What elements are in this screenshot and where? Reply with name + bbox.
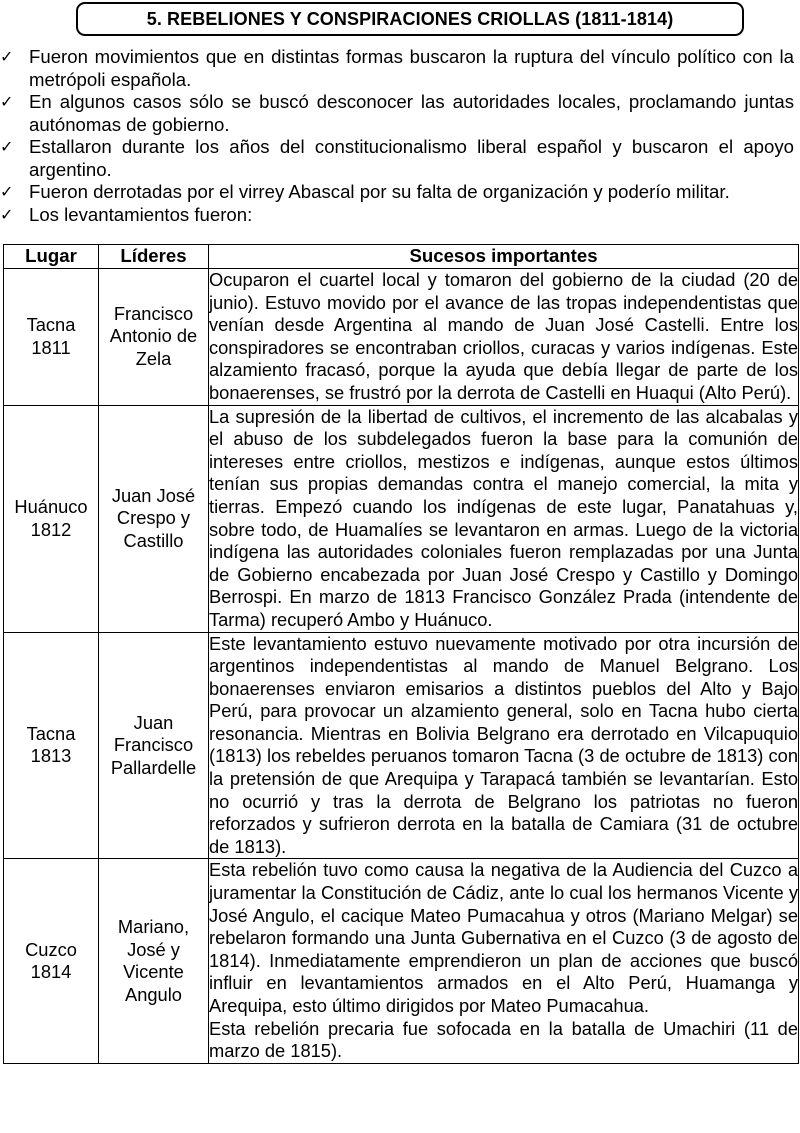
header-sucesos: Sucesos importantes (209, 245, 799, 269)
events-paragraph: Ocuparon el cuartel local y tomaron del gobierno de la ciudad (20 de junio). Estuvo movido por el avance de las tropas independentistas que venían desde Argentina al mando de Juan José Castelli. Entre los conspiradores se encontraban criollos, curacas y varios indígenas. Este alzamiento fracasó, porque la ayuda que debía llegar de parte de los bonaerenses, se frustró por la derrota de Castelli en Huaqui (Alto Perú). (209, 269, 798, 403)
events-cell (209, 405, 799, 632)
leaders-cell: Juan José Crespo y Castillo (99, 405, 209, 632)
place-cell: Tacna 1813 (4, 632, 99, 859)
table-row (4, 405, 799, 632)
leaders-cell: Francisco Antonio de Zela (99, 269, 209, 406)
table-row (4, 632, 799, 859)
uprisings-table (3, 244, 799, 1064)
bullet-text: Los levantamientos fueron: (29, 203, 253, 225)
table-header-row (4, 245, 799, 269)
bullet-text: En algunos casos sólo se buscó desconocer las autoridades locales, proclamando juntas autónomas de gobierno. (29, 91, 794, 135)
checkmark-icon: ✓ (0, 182, 14, 201)
bullet-text: Fueron derrotadas por el virrey Abascal por su falta de organización y poderío militar. (29, 181, 730, 202)
bullet-text: Fueron movimientos que en distintas formas buscaron la ruptura del vínculo político con la metrópoli española. (29, 46, 794, 90)
events-paragraph: Esta rebelión tuvo como causa la negativa de la Audiencia del Cuzco a juramentar la Constitución de Cádiz, ante lo cual los hermanos Vicente y José Angulo, el cacique Mateo Pumacahua y otros (Mariano Melgar) se rebelaron formando una Junta Gubernativa en el Cuzco (3 de agosto de 1814). Inmediatamente emprendieron un plan de acciones que buscó influir en levantamientos armados en el Alto Perú, Huamanga y Arequipa, esto último dirigidos por Mateo Pumacahua. (209, 859, 798, 1016)
header-lideres: Líderes (99, 245, 209, 269)
bullet-item (0, 46, 800, 91)
place-cell: Cuzco 1814 (4, 859, 99, 1063)
events-cell (209, 859, 799, 1063)
checkmark-icon: ✓ (0, 204, 14, 224)
checkmark-icon: ✓ (0, 92, 14, 111)
leaders-cell: Juan Francisco Pallardelle (99, 632, 209, 859)
table-row (4, 269, 799, 406)
bullet-text: Estallaron durante los años del constitucionalismo liberal español y buscaron el apoyo argentino. (29, 136, 794, 180)
place-cell: Huánuco 1812 (4, 405, 99, 632)
events-cell (209, 632, 799, 859)
bullet-list (0, 46, 800, 226)
events-paragraph: La supresión de la libertad de cultivos, el incremento de las alcabalas y el abuso de los subdelegados fueron la base para la comunión de intereses entre criollos, mestizos e indígenas, aunque estos últimos tenían sus propias demandas contra el manejo comercial, la mita y tierras. Empezó cuando los indígenas de este lugar, Panatahuas y, sobre todo, de Huamalíes se levantaron en armas. Luego de la victoria indígena las autoridades coloniales fueron remplazadas por una Junta de Gobierno encabezada por Juan José Crespo y Castillo y Domingo Berrospi. En marzo de 1813 Francisco González Prada (intendente de Tarma) recuperó Ambo y Huánuco. (209, 405, 798, 630)
checkmark-icon: ✓ (0, 137, 14, 156)
place-cell: Tacna 1811 (4, 269, 99, 406)
section-title: 5. REBELIONES Y CONSPIRACIONES CRIOLLAS (1811-1814) (76, 2, 744, 36)
table-row (4, 859, 799, 1063)
events-paragraph: Esta rebelión precaria fue sofocada en la batalla de Umachiri (11 de marzo de 1815). (209, 1017, 798, 1062)
bullet-item (0, 181, 800, 204)
events-cell (209, 269, 799, 406)
bullet-item (0, 91, 800, 136)
events-paragraph: Este levantamiento estuvo nuevamente motivado por otra incursión de argentinos independentistas al mando de Manuel Belgrano. Los bonaerenses enviaron emisarios a distintos pueblos del Alto y Bajo Perú, para provocar un alzamiento general, solo en Tacna hubo cierta resonancia. Mientras en Bolivia Belgrano era derrotado en Vilcapuquio (1813) los rebeldes peruanos tomaron Tacna (3 de octubre de 1813) con la pretensión de que Arequipa y Tarapacá también se levantarían. Esto no ocurrió y tras la derrota de Belgrano los patriotas no fueron reforzados y sufrieron derrota en la batalla de Camiara (31 de octubre de 1813). (209, 632, 798, 857)
header-lugar: Lugar (4, 245, 99, 269)
leaders-cell: Mariano, José y Vicente Angulo (99, 859, 209, 1063)
bullet-item (0, 136, 800, 181)
bullet-item (0, 204, 800, 227)
checkmark-icon: ✓ (0, 47, 14, 66)
